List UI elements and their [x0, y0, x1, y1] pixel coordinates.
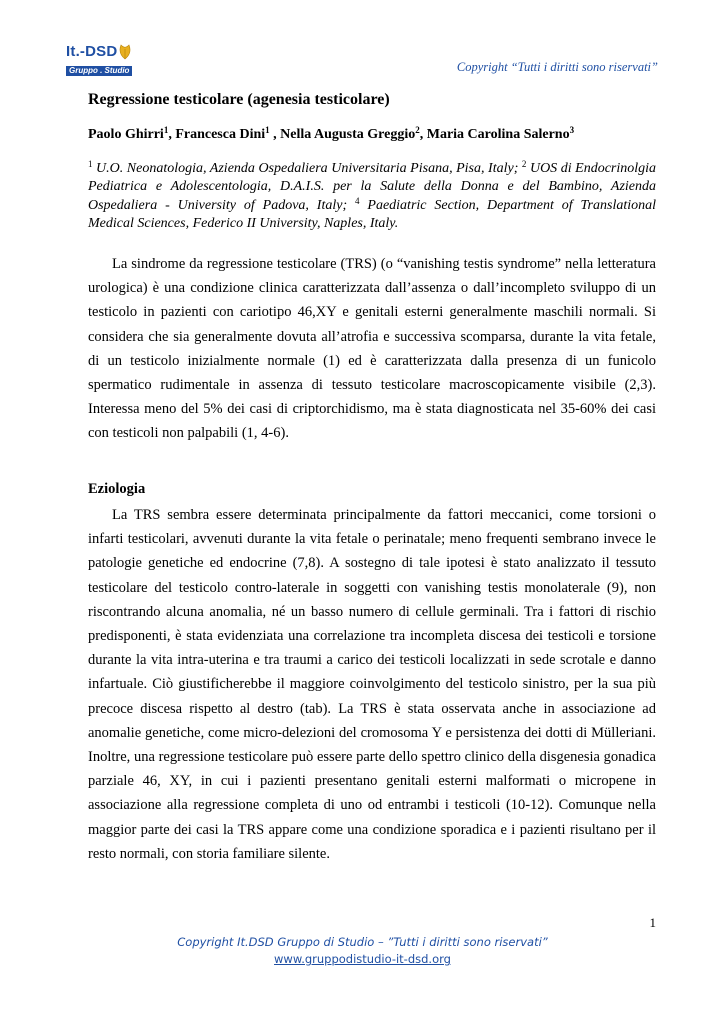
- logo-brand: It.-DSD: [66, 43, 118, 60]
- author-affiliation-mark: 2: [415, 125, 420, 135]
- author-name: Nella Augusta Greggio: [280, 127, 416, 142]
- affiliation-mark: 1: [88, 159, 93, 169]
- footer-copyright: Copyright It.DSD Gruppo di Studio – ”Tutti i diritti sono riservati”: [177, 935, 548, 949]
- affiliation-text: UOS di Endocrinolgia Pediatrica e Adolescentologia, D.A.I.S. per la Salute della Donna e del Bambino, Azienda Ospedaliera - University of Padova, Italy;: [88, 161, 657, 213]
- affiliation-text: Paediatric Section, Department of Translational Medical Sciences, Federico II University, Naples, Italy.: [88, 197, 657, 231]
- article-title: Regressione testicolare (agenesia testicolare): [88, 91, 390, 108]
- section-title-eziologia: Eziologia: [88, 481, 146, 497]
- intro-paragraph: [88, 252, 656, 446]
- author-name: Maria Carolina Salerno: [426, 127, 570, 142]
- footer-website-link[interactable]: www.gruppodistudio-it-dsd.org: [274, 952, 451, 966]
- author-affiliation-mark: 3: [569, 125, 575, 135]
- intro-paragraph-text: La sindrome da regressione testicolare (TRS) (o “vanishing testis syndrome” nella letteratura urologica) è una condizione clinica caratterizzata dall’assenza o dall’incompleto sviluppo di un testicolo in pazienti con cariotipo 46,XY e genitali esterni generalmente maschili normali. Si considera che sia generalmente dovuta all’atrofia e successiva scomparsa, durante la vita fetale, di un testicolo inizialmente normale (1) ed è caratterizzata dalla presenza di un funicolo spermatico rudimentale in assenza di tessuto testicolare macroscopicamente visibile (2,3). Interessa meno del 5% dei casi di criptorchidismo, ma è stata diagnosticata nel 35-60% dei casi con testicoli non palpabili (1, 4-6).: [88, 256, 656, 442]
- affiliation-text: U.O. Neonatologia, Azienda Ospedaliera Universitaria Pisana, Pisa, Italy;: [96, 161, 522, 176]
- leaf-logo-icon: [118, 44, 132, 60]
- etiology-paragraph: [88, 503, 656, 866]
- page-number: 1: [649, 915, 656, 930]
- author-affiliation-mark: 1: [265, 125, 270, 135]
- author-affiliation-mark: 1: [163, 125, 169, 135]
- author-name: Francesca Dini: [175, 127, 266, 142]
- header-copyright: Copyright “Tutti i diritti sono riservati”: [456, 60, 658, 74]
- affiliation-mark: 2: [521, 159, 527, 169]
- logo-subtitle: Gruppo . Studio: [66, 66, 132, 76]
- etiology-paragraph-text: La TRS sembra essere determinata principalmente da fattori meccanici, come torsioni o infarti testicolari, avvenuti durante la vita fetale o perinatale; meno frequenti sembrano invece le patologie genetiche ed endocrine (7,8). A sostegno di tale ipotesi è stato analizzato il tessuto testicolare del testicolo contro-laterale in soggetti con vanishing testis monolaterale (9), non riscontrando alcuna anomalia, né un basso numero di cellule germinali. Tra i fattori di rischio predisponenti, è stata evidenziata una correlazione tra incompleta discesa dei testicoli e torsione durante la vita intra-uterina e tra traumi a carico dei testicoli localizzati in sede scrotale e danno infartuale. Ciò giustificherebbe il maggiore coinvolgimento del testicolo sinistro, per la sua più precoce discesa rispetto al destro (tab). La TRS è stata osservata anche in associazione ad anomalie genetiche, come micro-delezioni del cromosoma Y e persistenza dei dotti di Mülleriani. Inoltre, una regressione testicolare può essere parte dello spettro clinico della disgenesia gonadica parziale 46, XY, in cui i pazienti presentano genitali esterni malformati o micropene in associazione alla regressione completa di uno od entrambi i testicoli (10-12). Comunque nella maggior parte dei casi la TRS appare come una condizione sporadica e i pazienti risultano per il resto normali, con storia familiare silente.: [88, 507, 656, 862]
- affiliation-mark: 4: [355, 195, 360, 206]
- logo: [66, 44, 136, 74]
- author-separator: ,: [419, 127, 427, 142]
- author-separator: ,: [269, 127, 281, 142]
- affiliations: [88, 160, 656, 233]
- author-separator: ,: [168, 127, 176, 142]
- author-name: Paolo Ghirri: [88, 127, 164, 142]
- author-list: [88, 127, 574, 143]
